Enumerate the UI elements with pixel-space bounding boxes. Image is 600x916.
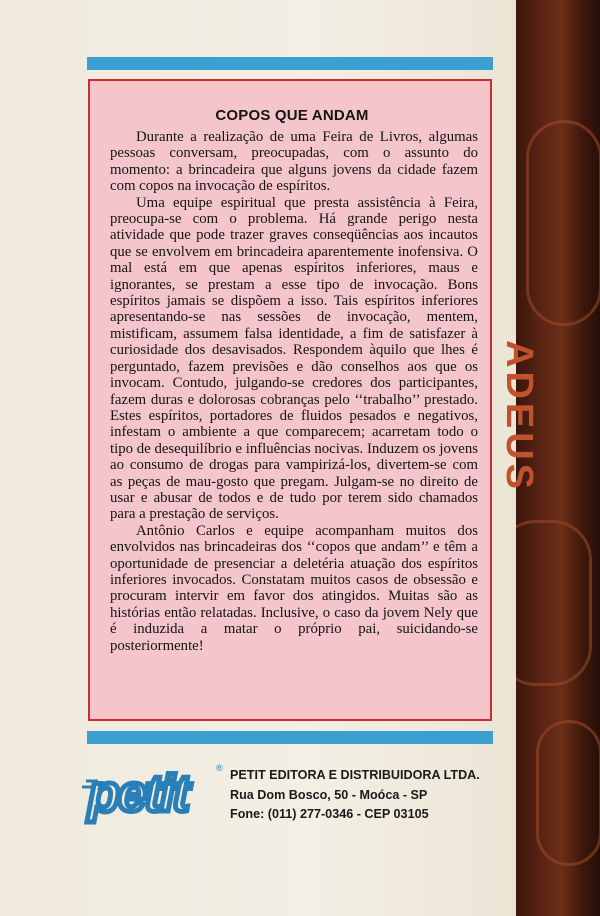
spine-ornament [536,720,600,866]
petit-logo-text: petit [88,765,188,823]
spine-title: ADEUS [498,340,540,494]
top-blue-bar [87,57,493,70]
registered-mark: ® [216,763,223,773]
synopsis-paragraph: Antônio Carlos e equipe acompanham muitos dos envolvidos nas brincadeiras dos ‘‘copos que andam’’ e têm a oportunidade de presenciar a deletéria atuação dos espíritos inferiores invocados. Constatam muitos casos de obsessão e procuram intervir em favor dos atingidos. Muitas são as histórias então relatadas. Inclusive, o caso da jovem Nely que é induzida a matar o próprio pai, suicidando-se posteriormente! [110,522,478,654]
synopsis-paragraph: Durante a realização de uma Feira de Livros, algumas pessoas conversam, preocupadas, com o assunto do momento: a brincadeira que alguns jovens da cidade fazem com copos na invocação de espíritos. [110,129,478,195]
synopsis-paragraph: Uma equipe espiritual que presta assistência à Feira, preocupa-se com o problema. Há grande perigo nesta atividade que pode trazer graves conseqüências aos incautos que se envolvem em brincadeira aparentemente inofensiva. O mal está em que apenas espíritos inferiores, maus e ignorantes, se prestam a esse tipo de invocação. Bons espíritos jamais se dispõem a isso. Tais espíritos inferiores apresentando-se nas sessões de invocação, mentem, mistificam, assumem falsa identidade, a fim de satisfazer à curiosidade dos desavisados. Respondem àquilo que lhes é perguntado, fazem previsões e dão conselhos aos que os invocam. Contudo, julgando-se credores dos participantes, fazem duras e dolorosas cobranças pelo ‘‘trabalho’’ prestado. Estes espíritos, portadores de fluidos pesados e negativos, infestam o ambiente a que comparecem; acarretam todo o tipo de desequilíbrio e influências nocivas. Induzem os jovens ao consumo de drogas para vampirizá-los, divertem-se com as peças de mau-gosto que pregam. Julgam-se no direito de usar e abusar de todos e de tudo por terem sido chamados para a prestação de serviços. [110,194,478,523]
spine-ornament [516,520,592,686]
synopsis-text [110,129,478,654]
publisher-name: PETIT EDITORA E DISTRIBUIDORA LTDA. [230,768,480,782]
synopsis-title: COPOS QUE ANDAM [215,107,369,124]
synopsis-box [88,79,492,721]
spine-ornament [526,120,600,326]
publisher-info [230,766,480,825]
petit-logo [78,765,224,825]
publisher-address: Rua Dom Bosco, 50 - Moóca - SP [230,787,428,802]
publisher-contact: Fone: (011) 277-0346 - CEP 03105 [230,807,429,821]
bottom-blue-bar [87,731,493,744]
